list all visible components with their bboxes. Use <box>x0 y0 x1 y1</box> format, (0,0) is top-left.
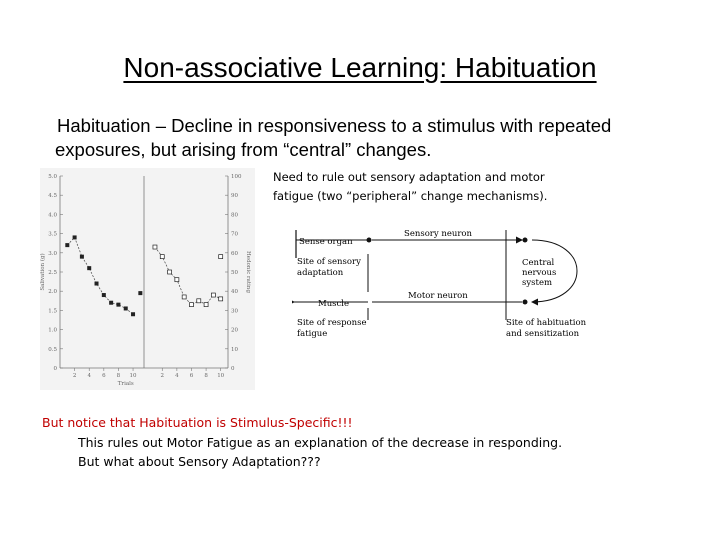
y-right-tick-label: 30 <box>231 308 238 315</box>
habituation-chart <box>40 168 255 390</box>
data-point-filled <box>80 255 84 259</box>
x-tick-label: 4 <box>87 373 91 379</box>
isolated-point-filled <box>138 291 142 295</box>
y-left-tick-label: 5.0 <box>48 174 57 180</box>
bottom-text <box>42 413 682 472</box>
synapse-dot-motor <box>523 300 528 305</box>
y-left-tick-label: 1.0 <box>48 327 57 334</box>
y-left-tick-label: 2.5 <box>48 270 57 276</box>
data-point-open <box>160 255 164 259</box>
note-line-2: fatigue (two “peripheral” change mechanisms). <box>273 189 548 203</box>
y-right-tick-label: 50 <box>231 270 238 276</box>
peripheral-note <box>273 168 603 206</box>
label-muscle: Muscle <box>318 299 350 309</box>
y-right-tick-label: 20 <box>231 327 238 334</box>
label-motor-neuron: Motor neuron <box>408 291 468 301</box>
sensory-adaptation-line: But what about Sensory Adaptation??? <box>78 454 321 469</box>
data-point-filled <box>65 243 69 247</box>
x-tick-label: 2 <box>72 373 77 379</box>
y-left-axis-label: Salivation (g) <box>40 253 46 291</box>
data-point-filled <box>124 306 128 310</box>
x-tick-label: 4 <box>175 373 179 379</box>
synapse-dot-cns <box>523 238 528 243</box>
data-point-filled <box>95 282 99 286</box>
label-site-sensory-2: adaptation <box>297 268 344 278</box>
y-left-tick-label: 2.0 <box>48 289 57 296</box>
data-point-open <box>197 299 201 303</box>
isolated-point-open <box>219 255 223 259</box>
x-tick-label: 6 <box>102 373 106 379</box>
data-point-open <box>189 303 193 307</box>
label-site-sensory-1: Site of sensory <box>297 257 361 267</box>
y-right-tick-label: 100 <box>231 174 242 180</box>
y-left-tick-label: 0.5 <box>48 346 57 353</box>
y-left-tick-label: 0 <box>53 366 57 372</box>
label-site-hab-1: Site of habituation <box>506 318 587 328</box>
data-point-filled <box>102 293 106 297</box>
x-tick-label: 10 <box>129 373 137 379</box>
x-axis-label: Trials <box>117 381 134 387</box>
synapse-dot-sensory <box>367 238 372 243</box>
note-line-1: Need to rule out sensory adaptation and motor <box>273 170 545 184</box>
label-cns-2: nervous <box>522 268 557 278</box>
slide-title: Non-associative Learning: Habituation <box>123 52 597 83</box>
data-point-filled <box>73 235 77 239</box>
definition-line-1: Habituation – Decline in responsiveness to a stimulus with repeated <box>57 115 612 136</box>
y-right-tick-label: 90 <box>231 193 238 200</box>
y-right-tick-label: 10 <box>231 346 238 353</box>
label-cns-1: Central <box>522 258 555 268</box>
neural-pathway-diagram <box>292 224 592 344</box>
y-left-tick-label: 4.0 <box>48 212 57 219</box>
data-point-filled <box>116 303 120 307</box>
data-point-open <box>153 245 157 249</box>
y-left-tick-label: 3.5 <box>48 231 57 238</box>
y-right-tick-label: 40 <box>231 289 238 296</box>
definition-line-2: exposures, but arising from “central” changes. <box>55 139 432 160</box>
data-point-open <box>219 297 223 301</box>
x-tick-label: 2 <box>160 373 165 379</box>
data-point-open <box>211 293 215 297</box>
chart-background <box>40 168 255 390</box>
label-site-response-1: Site of response <box>297 318 367 328</box>
label-site-response-2: fatigue <box>297 329 328 339</box>
label-sense-organ: Sense organ <box>299 237 353 247</box>
y-right-axis-label: Hedonic rating <box>245 251 251 293</box>
motor-fatigue-line: This rules out Motor Fatigue as an explanation of the decrease in responding. <box>78 434 563 450</box>
x-tick-label: 8 <box>116 373 121 379</box>
data-point-open <box>168 270 172 274</box>
data-point-open <box>204 303 208 307</box>
y-left-tick-label: 3.0 <box>48 250 57 257</box>
y-right-tick-label: 0 <box>231 366 235 372</box>
data-point-open <box>182 295 186 299</box>
y-right-tick-label: 70 <box>231 231 238 238</box>
data-point-filled <box>109 301 113 305</box>
y-left-tick-label: 4.5 <box>48 193 57 200</box>
x-tick-label: 6 <box>189 373 194 379</box>
data-point-open <box>175 278 179 282</box>
stimulus-specific-line: But notice that Habituation is Stimulus-Specific!!! <box>42 415 353 430</box>
label-sensory-neuron: Sensory neuron <box>404 229 473 239</box>
label-cns-3: system <box>522 278 553 288</box>
data-point-filled <box>87 266 91 270</box>
data-point-filled <box>131 312 135 316</box>
x-tick-label: 8 <box>204 373 208 379</box>
x-tick-label: 10 <box>217 373 225 379</box>
y-left-tick-label: 1.5 <box>48 308 57 315</box>
habituation-definition <box>57 114 677 162</box>
y-right-tick-label: 80 <box>231 212 238 219</box>
label-site-hab-2: and sensitization <box>506 329 580 339</box>
y-right-tick-label: 60 <box>231 250 238 257</box>
